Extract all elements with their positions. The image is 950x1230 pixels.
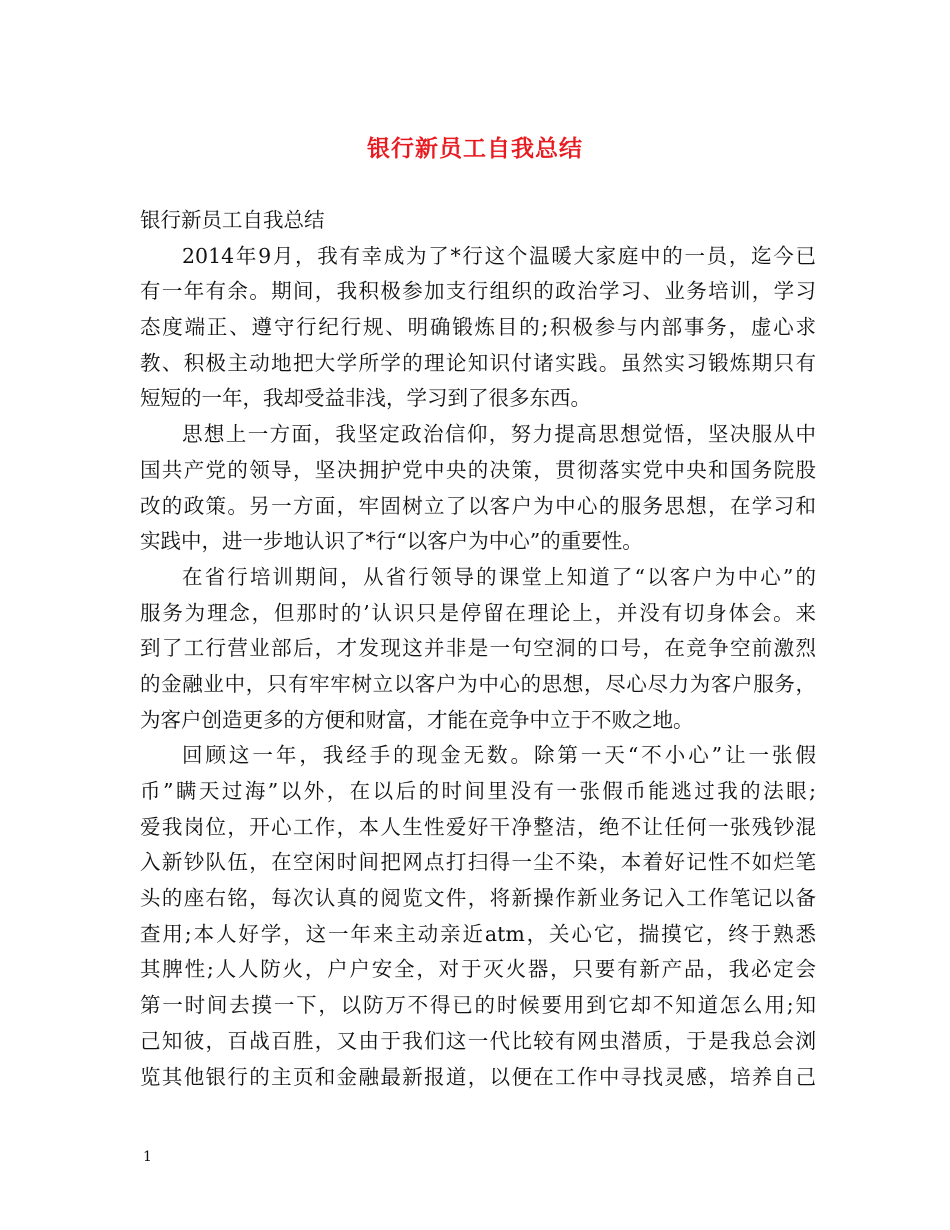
body-line: 为客户创造更多的方便和财富，才能在竞争中立于不败之地。 (140, 707, 694, 732)
body-line: 览其他银行的主页和金融最新报道，以便在工作中寻找灵感，培养自己 (140, 1064, 816, 1089)
body-line: 思想上一方面，我坚定政治信仰，努力提高思想觉悟，坚决服从中 (182, 422, 816, 447)
body-line: 头的座右铭，每次认真的阅览文件，将新操作新业务记入工作笔记以备 (140, 886, 816, 911)
body-line: 其脾性;人人防火，户户安全，对于灭火器，只要有新产品，我必定会 (140, 957, 816, 982)
body-line: 实践中，进一步地认识了*行“以客户为中心”的重要性。 (140, 529, 643, 554)
body-line: 到了工行营业部后，才发现这并非是一句空洞的口号，在竞争空前激烈 (140, 636, 816, 661)
body-line: 己知彼，百战百胜，又由于我们这一代比较有网虫潜质，于是我总会浏 (140, 1028, 816, 1053)
body-line: 在省行培训期间，从省行领导的课堂上知道了“以客户为中心”的 (182, 564, 816, 589)
body-line: 回顾这一年，我经手的现金无数。除第一天“不小心”让一张假 (182, 743, 816, 768)
body-line: 有一年有余。期间，我积极参加支行组织的政治学习、业务培训，学习 (140, 279, 816, 304)
body-line: 2014年9月，我有幸成为了*行这个温暖大家庭中的一员，迄今已 (182, 243, 816, 268)
body-line: 银行新员工自我总结 (140, 208, 325, 232)
body-line: 第一时间去摸一下，以防万不得已的时候要用到它却不知道怎么用;知 (140, 993, 816, 1018)
body-line: 短短的一年，我却受益非浅，学习到了很多东西。 (140, 386, 591, 411)
document-body (140, 203, 816, 1095)
body-line: 币”瞒天过海”以外，在以后的时间里没有一张假币能逃过我的法眼; (140, 779, 816, 803)
body-line: 入新钞队伍，在空闲时间把网点打扫得一尘不染，本着好记性不如烂笔 (140, 850, 816, 875)
body-line: 服务为理念，但那时的’认识只是停留在理论上，并没有切身体会。来 (140, 600, 816, 625)
body-line: 国共产党的领导，坚决拥护党中央的决策，贯彻落实党中央和国务院股 (140, 457, 816, 482)
body-line: 改的政策。另一方面，牢固树立了以客户为中心的服务思想，在学习和 (140, 493, 816, 518)
body-line: 的金融业中，只有牢牢树立以客户为中心的思想，尽心尽力为客户服务， (140, 671, 816, 696)
document-title: 银行新员工自我总结 (367, 135, 583, 162)
page-number: 1 (143, 1149, 152, 1165)
body-line: 查用;本人好学，这一年来主动亲近atm，关心它，揣摸它，终于熟悉 (140, 921, 816, 946)
body-line: 爱我岗位，开心工作，本人生性爱好干净整洁，绝不让任何一张残钞混 (140, 814, 816, 839)
body-line: 教、积极主动地把大学所学的理论知识付诸实践。虽然实习锻炼期只有 (140, 350, 816, 375)
body-line: 态度端正、遵守行纪行规、明确锻炼目的;积极参与内部事务，虚心求 (140, 315, 816, 340)
